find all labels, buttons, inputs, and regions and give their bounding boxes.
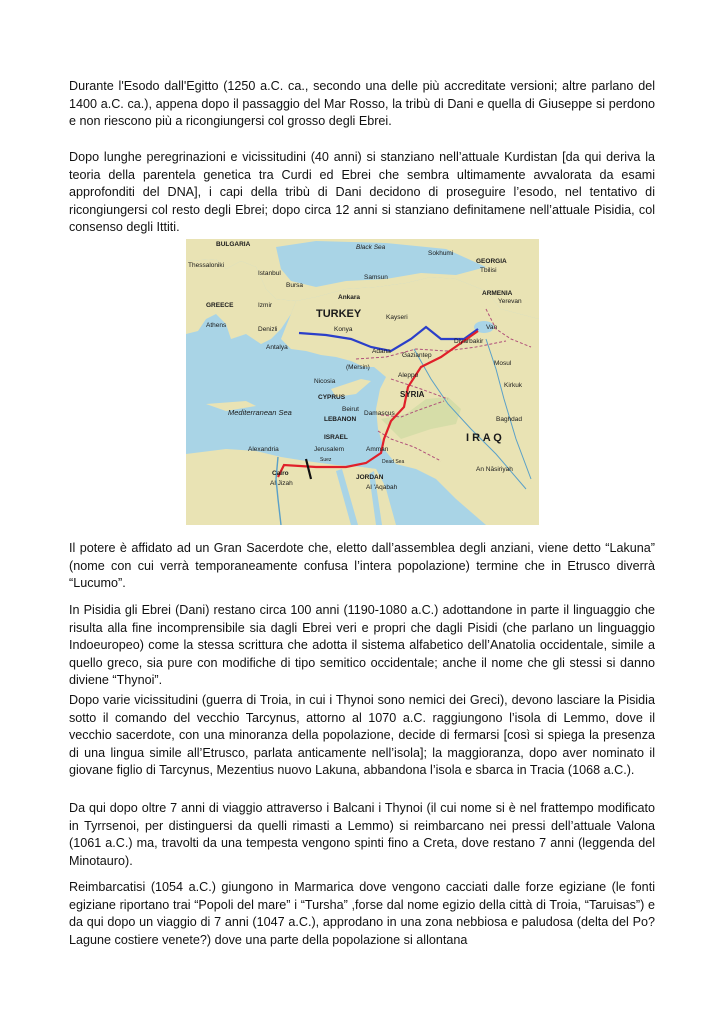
map-label-damascus: Damascus xyxy=(364,410,395,417)
map-label-beirut: Beirut xyxy=(342,406,359,413)
paragraph-2: Dopo lunghe peregrinazioni e vicissitudini (40 anni) si stanziano nell’attuale Kurdistan [da qui deriva la teoria della parentela genetica tra Curdi ed Ebrei che sembra ultimamente avvalorata da esami approfonditi del DNA], i capi della tribù di Dani decidono di proseguire l’esodo, nel tentativo di ricongiungersi col resto degli Ebrei; dopo circa 12 anni si stanziano definitamene nell’attuale Pisidia, col consenso degli Ittiti. xyxy=(69,150,655,235)
paragraph-3: Il potere è affidato ad un Gran Sacerdote che, eletto dall’assemblea degli anziani, viene detto “Lakuna” (nome con cui verrà temporaneamente confusa l’intera popolazione) termine che in Etrusco diverrà “Lucumo”. xyxy=(69,541,655,591)
map-label-mediterranean: Mediterranean Sea xyxy=(228,408,292,417)
map-label-aleppo: Aleppo xyxy=(398,372,419,379)
paragraph-1: Durante l'Esodo dall'Egitto (1250 a.C. ca., secondo una delle più accreditate versioni; altre parlano del 1400 a.C. ca.), appena dopo il passaggio del Mar Rosso, la tribù di Dani e quella di Giuseppe si perdono e non riescono più a ricongiungersi col grosso degli Ebrei. xyxy=(69,79,655,129)
route-map-svg xyxy=(186,239,539,525)
map-label-cairo: Cairo xyxy=(272,470,289,477)
map-label-syria: SYRIA xyxy=(400,390,425,399)
map-label-armenia: ARMENIA xyxy=(482,290,513,297)
map-label-athens: Athens xyxy=(206,322,227,329)
map-label-tbilisi: Tbilisi xyxy=(480,267,497,274)
map-label-israel: ISRAEL xyxy=(324,434,348,441)
map-label-mosul: Mosul xyxy=(494,360,512,367)
map-label-amman: Amman xyxy=(366,446,389,453)
map-label-jerusalem: Jerusalem xyxy=(314,446,344,453)
map-label-suez: Suez xyxy=(320,457,332,463)
map-label-greece: GREECE xyxy=(206,302,234,309)
map-label-iraq: I R A Q xyxy=(466,432,502,444)
map-label-yerevan: Yerevan xyxy=(498,298,522,305)
map-label-istanbul: Istanbul xyxy=(258,270,281,277)
map-label-denizli: Denizli xyxy=(258,326,278,333)
map-label-bursa: Bursa xyxy=(286,282,303,289)
map-label-diyarbakir: Diyarbakir xyxy=(454,338,484,345)
map-label-jordan: JORDAN xyxy=(356,474,384,481)
map-label-baghdad: Baghdad xyxy=(496,416,523,423)
map-label-izmir: Izmir xyxy=(258,302,273,309)
map-label-konya: Konya xyxy=(334,326,353,333)
map-label-cyprus: CYPRUS xyxy=(318,394,346,401)
map-label-nicosia: Nicosia xyxy=(314,378,336,385)
map-label-thessaloniki: Thessaloniki xyxy=(188,262,225,269)
map-label-samsun: Samsun xyxy=(364,274,388,281)
paragraph-6: Da qui dopo oltre 7 anni di viaggio attraverso i Balcani i Thynoi (il cui nome si è nel frattempo modificato in Tyrrsenoi, per distinguersi da quelli rimasti a Lemmo) si reimbarcano nei pressi dell’attuale Valona (1061 a.C.) ma, travolti da una tempesta vengono spinti fino a Creta, dove restano 7 anni (leggenda del Minotauro). xyxy=(69,801,655,868)
map-label-alexandria: Alexandria xyxy=(248,446,279,453)
map-label-antalya: Antalya xyxy=(266,344,288,351)
map-label-mersin: (Mersin) xyxy=(346,364,370,371)
map-label-kirkuk: Kirkuk xyxy=(504,382,523,389)
map-label-black-sea: Black Sea xyxy=(356,244,386,251)
map-label-turkey: TURKEY xyxy=(316,308,362,320)
map-label-adana: Adana xyxy=(372,348,391,355)
paragraph-5: Dopo varie vicissitudini (guerra di Troia, in cui i Thynoi sono nemici dei Greci), devono lasciare la Pisidia sotto il comando del vecchio Tarcynus, attorno al 1070 a.C. raggiungono l’isola di Lemmo, dove il vecchio sacerdote, con una minoranza della popolazione, decide di fermarsi [così si spiega la presenza di una lingua simile all’Etrusco, parlata anticamente nell’isola]; la maggioranza, dopo aver nominato il giovane figlio di Tarcynus, Mezentius nuovo Lakuna, abbandona l’isola e sbarca in Tracia (1068 a.C.). xyxy=(69,693,655,778)
map-label-sokhumi: Sokhumi xyxy=(428,250,454,257)
map-label-aqaba: Al 'Aqabah xyxy=(366,484,398,491)
paragraph-4: In Pisidia gli Ebrei (Dani) restano circa 100 anni (1190-1080 a.C.) adottandone in parte il linguaggio che risulta alla fine incomprensibile sia dagli Ebrei veri e propri che dagli Pisidi (che parlano un linguaggio Indoeuropeo) come la stessa scrittura che adotta il sistema alfabetico dell’Anatolia occidentale, simile a quello greco, sia pure con modifiche di tipo semitico occidentale; anche il nome che gli stessi si danno diviene “Thynoi”. xyxy=(69,603,655,688)
map-label-an-nasiriyah: An Nāsiriyah xyxy=(476,466,513,473)
route-map xyxy=(186,239,539,525)
map-label-kayseri: Kayseri xyxy=(386,314,408,321)
paragraph-7: Reimbarcatisi (1054 a.C.) giungono in Marmarica dove vengono cacciati dalle forze egiziane (le fonti egiziane riportano trai “Popoli del mare” i “Tursha” ,forse dal nome egizio della città di Troia, “Taruisas”) e da qui dopo un viaggio di 7 anni (1047 a.C.), approdano in una zona nebbiosa e paludosa (delta del Po? Lagune costiere venete?) dove una parte della popolazione si allontana xyxy=(69,880,655,947)
map-label-gaziantep: Gaziantep xyxy=(402,352,432,359)
map-label-dead-sea: Dead Sea xyxy=(382,459,405,465)
map-label-lebanon: LEBANON xyxy=(324,416,357,423)
map-label-bulgaria: BULGARIA xyxy=(216,241,251,248)
map-label-van: Van xyxy=(486,324,498,331)
map-label-ankara: Ankara xyxy=(338,294,361,301)
map-label-georgia: GEORGIA xyxy=(476,258,507,265)
map-label-al-jizah: Al Jizah xyxy=(270,480,293,487)
